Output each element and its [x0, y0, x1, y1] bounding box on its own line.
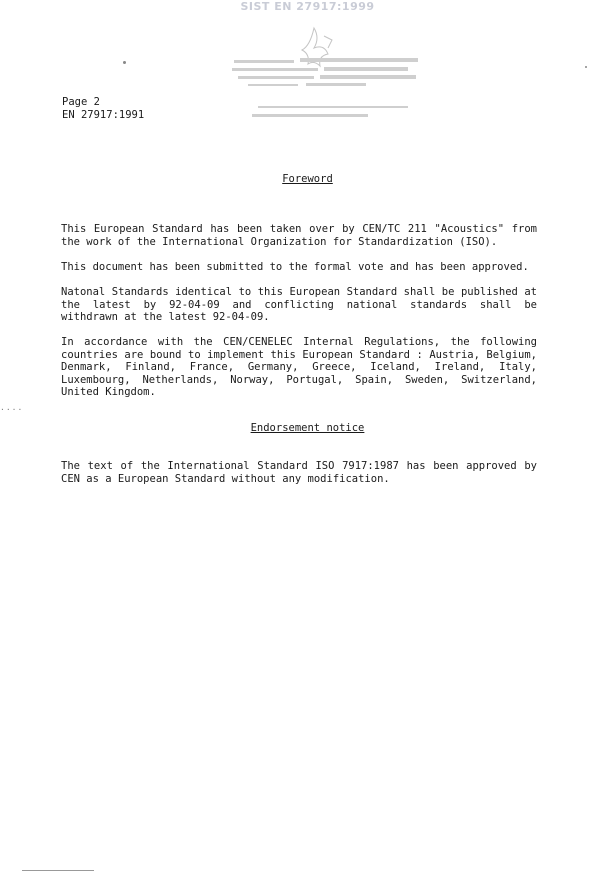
foreword-paragraph-2: This document has been submitted to the formal vote and has been approved.	[61, 261, 529, 273]
margin-dots: ....	[0, 403, 24, 412]
foreword-paragraph-4: In accordance with the CEN/CENELEC Internal Regulations, the following countries are bound to implement this European Standard : Austria, Belgium, Denmark, Finland, France, Germany, Greece, Iceland, Ireland, Italy, Luxembourg, Netherlands, Norway, Portugal, Spain, Sweden, Switzerland, United Kingdom.	[61, 336, 537, 398]
page-header	[62, 96, 144, 122]
footer-rule	[22, 870, 94, 871]
watermark: SIST EN 27917:1999	[240, 0, 375, 13]
scan-speck	[123, 61, 126, 64]
endorsement-heading: Endorsement notice	[250, 422, 365, 434]
page-number: Page 2	[62, 96, 100, 108]
scan-speck	[585, 66, 587, 68]
foreword-paragraph-3: Natonal Standards identical to this European Standard shall be published at the latest by 92-04-09 and conflicting national standards shall be withdrawn at the latest 92-04-09.	[61, 286, 537, 323]
official-stamp-icon	[228, 22, 428, 132]
foreword-paragraph-1: This European Standard has been taken over by CEN/TC 211 "Acoustics" from the work of the International Organization for Standardization (ISO).	[61, 223, 537, 248]
endorsement-paragraph: The text of the International Standard ISO 7917:1987 has been approved by CEN as a European Standard without any modification.	[61, 460, 537, 485]
foreword-heading: Foreword	[282, 173, 333, 185]
document-number: EN 27917:1991	[62, 109, 145, 121]
